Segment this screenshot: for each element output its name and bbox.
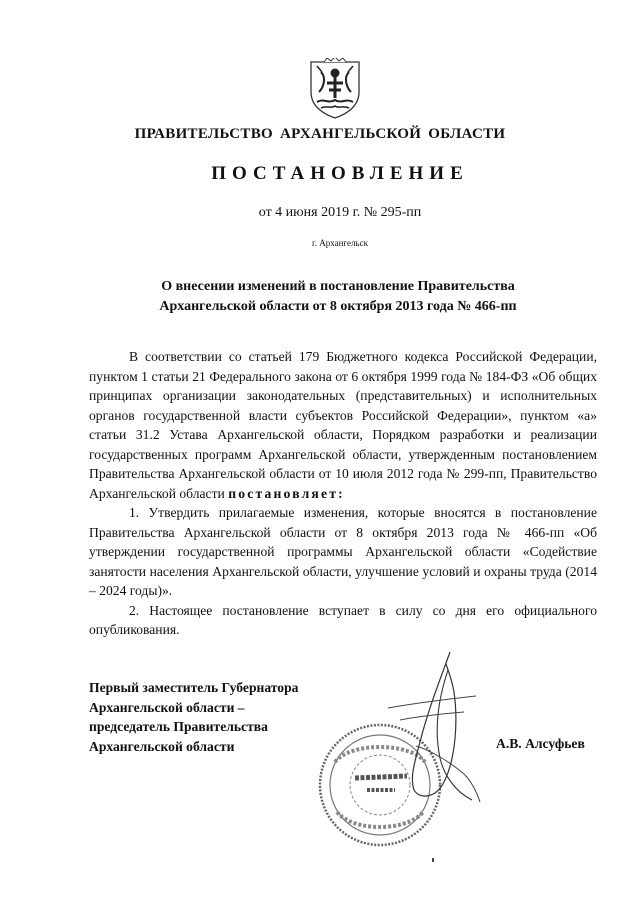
item-2-paragraph: 2. Настоящее постановление вступает в силу со дня его официального опубликования. (89, 602, 597, 637)
signer-name: А.В. Алсуфьев (496, 736, 585, 751)
document-type: ПОСТАНОВЛЕНИЕ (211, 163, 469, 184)
preamble-text: В соответствии со статьей 179 Бюджетного кодекса Российской Федерации, пунктом 1 статьи 21 Федерального закона от 6 октября 1999 года № 184-ФЗ «Об общих принципах организации законодательных (представительных) и исполнительных органов государственной власти субъектов Российской Федерации», пунктом «а» статьи 31.2 Устава Архангельской области, Порядком разработки и реализации государственных программ Архангельской области, утвержденным постановлением Правительства Архангельской области от 10 июля 2012 года № 299-пп, Правительство Архангельской области (89, 349, 597, 501)
signer-position (89, 678, 349, 756)
resolves-word: постановляет (228, 485, 339, 501)
signer-line-1: Первый заместитель Губернатора (89, 680, 299, 695)
document-date-number: от 4 июня 2019 г. № 295-пп (258, 205, 422, 220)
scan-mark (432, 858, 434, 862)
document-body (89, 347, 597, 640)
signer-line-2: Архангельской области – (89, 699, 245, 715)
preamble-paragraph (89, 347, 597, 503)
document-place: г. Архангельск (312, 238, 368, 248)
subject-line-2: Архангельской области от 8 октября 2013 года № 466-пп (159, 299, 517, 314)
government-title: ПРАВИТЕЛЬСТВО АРХАНГЕЛЬСКОЙ ОБЛАСТИ (134, 126, 506, 142)
handwritten-signature (380, 650, 490, 810)
document-subject (0, 277, 640, 317)
coat-of-arms-icon (305, 58, 365, 120)
subject-line-1: О внесении изменений в постановление Правительства (161, 279, 515, 294)
item-1-paragraph: 1. Утвердить прилагаемые изменения, которые вносятся в постановление Правительства Архангельской области от 8 октября 2013 года № 466-пп «Об утверждении государственной программы Архангельской области «Содействие занятости населения Архангельской области, улучшение условий и охраны труда (2014 – 2024 годы)». (89, 505, 597, 598)
signer-line-3: председатель Правительства (89, 719, 268, 734)
signer-line-4: Архангельской области (89, 738, 235, 754)
resolves-colon: : (338, 485, 343, 501)
